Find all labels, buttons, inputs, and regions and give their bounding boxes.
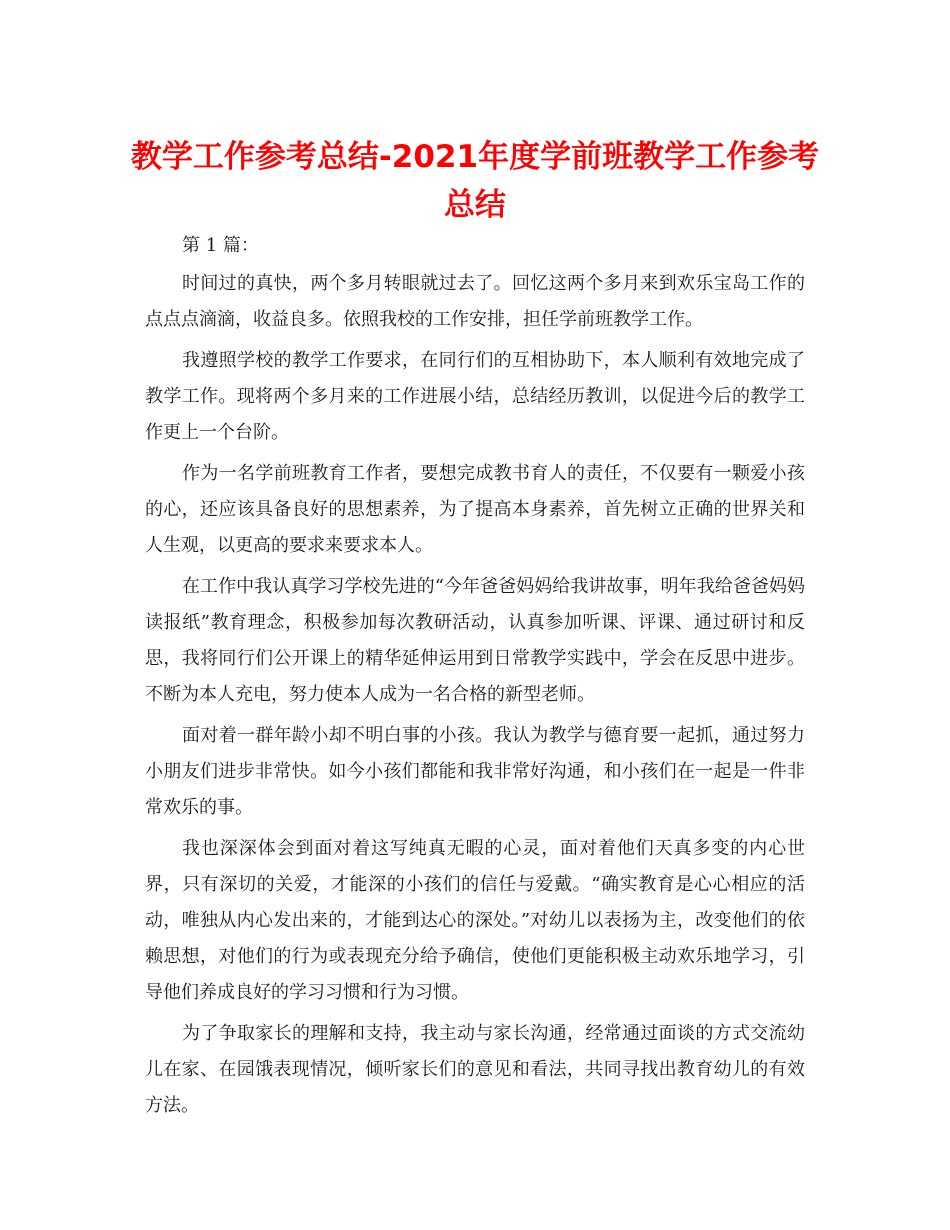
paragraph-1: 时间过的真快，两个多月转眼就过去了。回忆这两个多月来到欢乐宝岛工作的点点点滴滴，收益良多。依照我校的工作安排，担任学前班教学工作。 <box>145 273 805 330</box>
paragraph-6: 我也深深体会到面对着这写纯真无暇的心灵，面对着他们天真多变的内心世界，只有深切的关爱，才能深的小孩们的信任与爱戴。“确实教育是心心相应的活动，唯独从内心发出来的，才能到达心的深处。”对幼儿以表扬为主，改变他们的依赖思想，对他们的行为或表现充分给予确信，使他们更能积极主动欢乐地学习，引导他们养成良好的学习习惯和行为习惯。 <box>145 838 805 1003</box>
paragraph-5: 面对着一群年龄小却不明白事的小孩。我认为教学与德育要一起抓，通过努力小朋友们进步非常快。如今小孩们都能和我非常好沟通，和小孩们在一起是一件非常欢乐的事。 <box>145 725 805 818</box>
paragraph-4: 在工作中我认真学习学校先进的“今年爸爸妈妈给我讲故事，明年我给爸爸妈妈读报纸”教育理念，积极参加每次教研活动，认真参加听课、评课、通过研讨和反思，我将同行们公开课上的精华延伸运用到日常教学实践中，学会在反思中进步。不断为本人充电，努力使本人成为一名合格的新型老师。 <box>145 576 805 705</box>
section-label: 第 1 篇： <box>182 235 259 256</box>
paragraph-3: 作为一名学前班教育工作者，要想完成教书育人的责任，不仅要有一颗爱小孩的心，还应该具备良好的思想素养，为了提高本身素养，首先树立正确的世界关和人生观，以更高的要求来要求本人。 <box>145 463 805 556</box>
paragraph-2: 我遵照学校的教学工作要求，在同行们的互相协助下，本人顺利有效地完成了教学工作。现将两个多月来的工作进展小结，总结经历教训，以促进今后的教学工作更上一个台阶。 <box>145 350 805 443</box>
document-body <box>145 228 805 1129</box>
paragraph-7: 为了争取家长的理解和支持，我主动与家长沟通，经常通过面谈的方式交流幼儿在家、在园饿表现情况，倾听家长们的意见和看法，共同寻找出教育幼儿的有效方法。 <box>145 1023 805 1116</box>
document-title: 教学工作参考总结-2021年度学前班教学工作参考总结 <box>130 139 820 223</box>
